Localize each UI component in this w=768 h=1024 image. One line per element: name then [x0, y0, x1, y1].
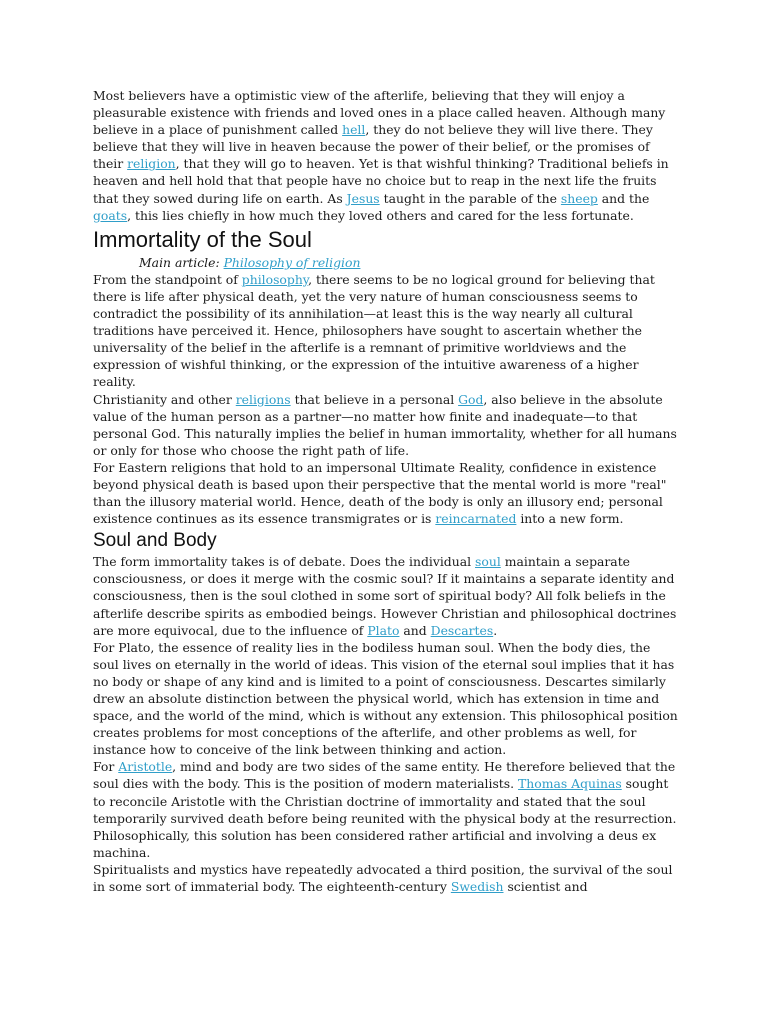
link-plato[interactable]: Plato — [367, 622, 400, 638]
link-god[interactable]: God — [458, 391, 484, 407]
link-swedish[interactable]: Swedish — [450, 879, 504, 895]
link-soul[interactable]: soul — [475, 554, 501, 570]
link-philosophy[interactable]: philosophy — [241, 271, 309, 287]
text-run: , this lies chiefly in how much they loved others and cared for the less fortunate. — [127, 207, 634, 223]
text-run: scientist and — [503, 879, 588, 895]
intro-paragraph — [93, 87, 678, 224]
immortality-paragraph-1 — [93, 271, 678, 391]
text-run: For Eastern religions that hold to an impersonal Ultimate Reality, confidence in existence beyond physical death is based upon their perspective that the mental world is more "real" than the illusory material world. Hence, death of the body is only an illusory end; personal existence continues as its essence transmigrates or is — [93, 459, 667, 527]
text-run: , that they will go to heaven. Yet is that wishful thinking? Traditional beliefs in heaven and hell hold that that people have no choice but to reap in the next life the fruits that they sowed during life on earth. As — [93, 156, 669, 206]
text-run: and the — [597, 190, 650, 206]
text-run: into a new form. — [516, 511, 624, 527]
text-run: The form immortality takes is of debate. Does the individual — [93, 554, 476, 570]
link-descartes[interactable]: Descartes — [430, 622, 494, 638]
text-run: maintain a separate consciousness, or does it merge with the cosmic soul? If it maintains a separate identity and consciousness, then is the soul clothed in some sort of spiritual body? All folk beliefs in the afterlife describe spirits as embodied beings. However Christian and philosophical doctrines are more equivocal, due to the influence of — [93, 554, 677, 638]
text-run: Most believers have a optimistic view of the afterlife, believing that they will enjoy a pleasurable existence with friends and loved ones in a place called heaven. Although many believe in a place of punishment called — [93, 88, 666, 138]
link-aristotle[interactable]: Aristotle — [118, 759, 173, 775]
link-goats[interactable]: goats — [93, 207, 128, 223]
text-run: that believe in a personal — [290, 391, 459, 407]
soul-body-paragraph-3 — [93, 758, 678, 861]
link-religions[interactable]: religions — [235, 391, 291, 407]
text-run: For — [93, 759, 119, 775]
text-run: Christianity and other — [93, 391, 236, 407]
text-run: , mind and body are two sides of the same entity. He therefore believed that the soul dies with the body. This is the position of modern materialists. — [93, 759, 676, 792]
link-jesus[interactable]: Jesus — [346, 190, 380, 206]
text-run: . — [493, 622, 498, 638]
soul-body-paragraph-1 — [93, 553, 678, 638]
link-thomas-aquinas[interactable]: Thomas Aquinas — [518, 776, 622, 792]
document-page — [93, 87, 678, 895]
link-sheep[interactable]: sheep — [560, 190, 598, 206]
text-run: , also believe in the absolute value of the human person as a partner—no matter how finite and inadequate—to that personal God. This naturally implies the belief in human immortality, whether for all humans or only for those who choose the right path of life. — [93, 391, 677, 458]
immortality-paragraph-2 — [93, 391, 678, 459]
heading-soul-and-body: Soul and Body — [93, 530, 217, 552]
soul-body-paragraph-4 — [93, 861, 678, 895]
link-reincarnated[interactable]: reincarnated — [435, 511, 517, 527]
main-article-hatnote — [139, 254, 678, 271]
text-run: sought to reconcile Aristotle with the Christian doctrine of immortality and stated that the soul temporarily survived death before being reunited with the physical body at the resurrection. Philosophically, this solution has been considered rather artificial and involving a deus ex machina. — [93, 776, 677, 860]
text-run: For Plato, the essence of reality lies in the bodiless human soul. When the body dies, the soul lives on eternally in the world of ideas. This vision of the eternal soul implies that it has no body or shape of any kind and is limited to a point of consciousness. Descartes similarly drew an absolute distinction between the physical world, which has extension in time and space, and the world of the mind, which is without any extension. This philosophical position creates problems for most conceptions of the afterlife, and other problems as well, for instance how to conceive of the link between thinking and action. — [93, 639, 678, 758]
text-run: Main article: — [139, 254, 224, 270]
link-religion[interactable]: religion — [127, 156, 176, 172]
text-run: , there seems to be no logical ground for believing that there is life after physical death, yet the very nature of human consciousness seems to contradict the possibility of its annihilation—at least this is the way nearly all cultural traditions have perceived it. Hence, philosophers have sought to ascertain whether the universality of the belief in the afterlife is a remnant of primitive worldviews and the expression of wishful thinking, or the expression of the intuitive awareness of a higher reality. — [93, 271, 655, 390]
text-run: , they do not believe they will live there. They believe that they will live in heaven because the power of their belief, or the promises of their — [93, 122, 653, 172]
link-hell[interactable]: hell — [342, 122, 366, 138]
text-run: From the standpoint of — [93, 271, 242, 287]
soul-body-paragraph-2 — [93, 639, 678, 759]
text-run: taught in the parable of the — [379, 190, 561, 206]
link-philosophy-of-religion[interactable]: Philosophy of religion — [223, 254, 361, 270]
immortality-paragraph-3 — [93, 459, 678, 527]
text-run: and — [399, 622, 431, 638]
text-run: Spiritualists and mystics have repeatedly advocated a third position, the survival of the soul in some sort of immaterial body. The eighteenth-century — [93, 861, 673, 895]
heading-immortality-of-the-soul: Immortality of the Soul — [93, 226, 312, 252]
